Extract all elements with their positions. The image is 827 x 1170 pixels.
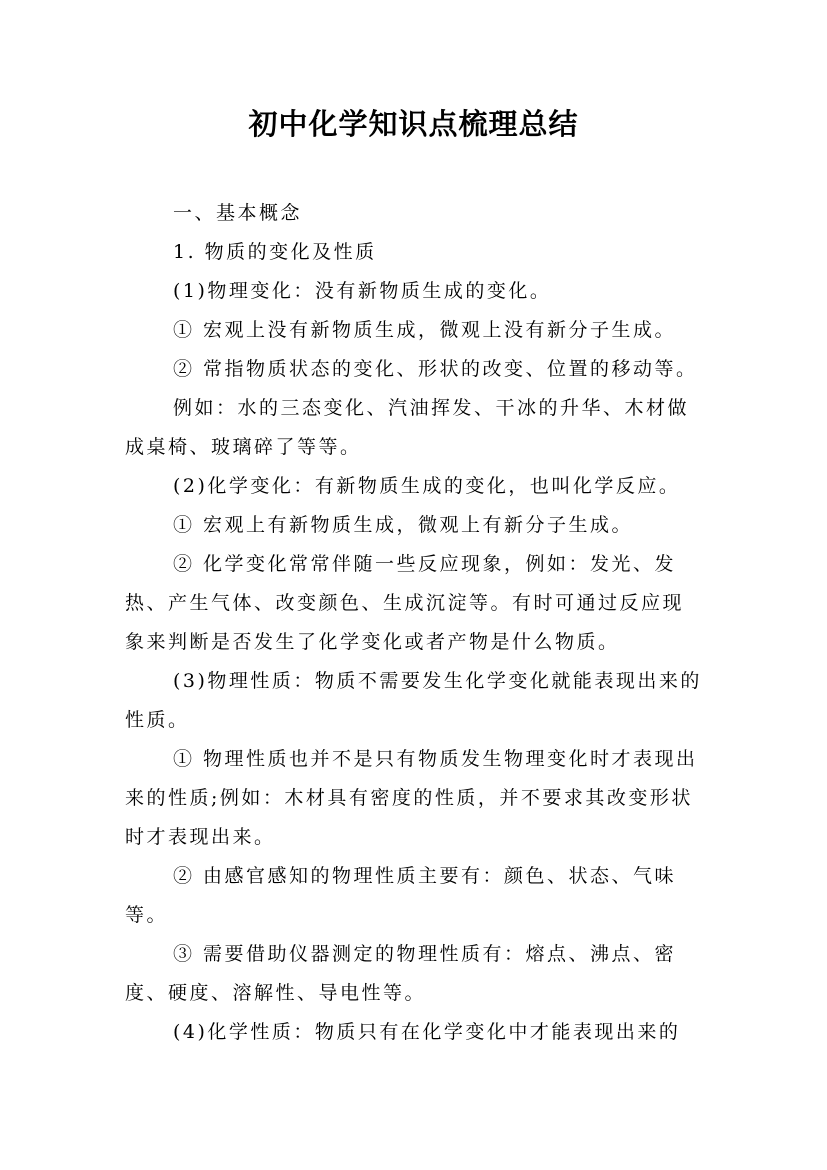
paragraph: ① 宏观上没有新物质生成，微观上没有新分子生成。 xyxy=(173,319,677,341)
paragraph: ③ 需要借助仪器测定的物理性质有：熔点、沸点、密度、硬度、溶解性、导电性等。 xyxy=(125,943,677,1004)
subsection-heading: 1. 物质的变化及性质 xyxy=(173,241,377,263)
paragraph: (1)物理变化：没有新物质生成的变化。 xyxy=(173,280,552,302)
paragraph: ② 由感官感知的物理性质主要有：颜色、状态、气味等。 xyxy=(125,865,677,926)
paragraph: (2)化学变化：有新物质生成的变化，也叫化学反应。 xyxy=(173,475,681,497)
document-body xyxy=(125,194,705,1052)
paragraph: (4)化学性质：物质只有在化学变化中才能表现出来的 xyxy=(173,1021,681,1043)
paragraph: ② 化学变化常常伴随一些反应现象，例如：发光、发热、产生气体、改变颜色、生成沉淀等。有时可通过反应现象来判断是否发生了化学变化或者产物是什么物质。 xyxy=(125,553,685,653)
paragraph: ① 物理性质也并不是只有物质发生物理变化时才表现出来的性质;例如：木材具有密度的性质，并不要求其改变形状时才表现出来。 xyxy=(125,748,698,848)
paragraph: (3)物理性质：物质不需要发生化学变化就能表现出来的性质。 xyxy=(125,670,702,731)
paragraph: 例如：水的三态变化、汽油挥发、干冰的升华、木材做成桌椅、玻璃碎了等等。 xyxy=(125,397,690,458)
document-title: 初中化学知识点梳理总结 xyxy=(248,107,579,141)
section-heading: 一、基本概念 xyxy=(173,202,303,224)
paragraph: ② 常指物质状态的变化、形状的改变、位置的移动等。 xyxy=(173,358,698,380)
paragraph: ① 宏观上有新物质生成，微观上有新分子生成。 xyxy=(173,514,634,536)
